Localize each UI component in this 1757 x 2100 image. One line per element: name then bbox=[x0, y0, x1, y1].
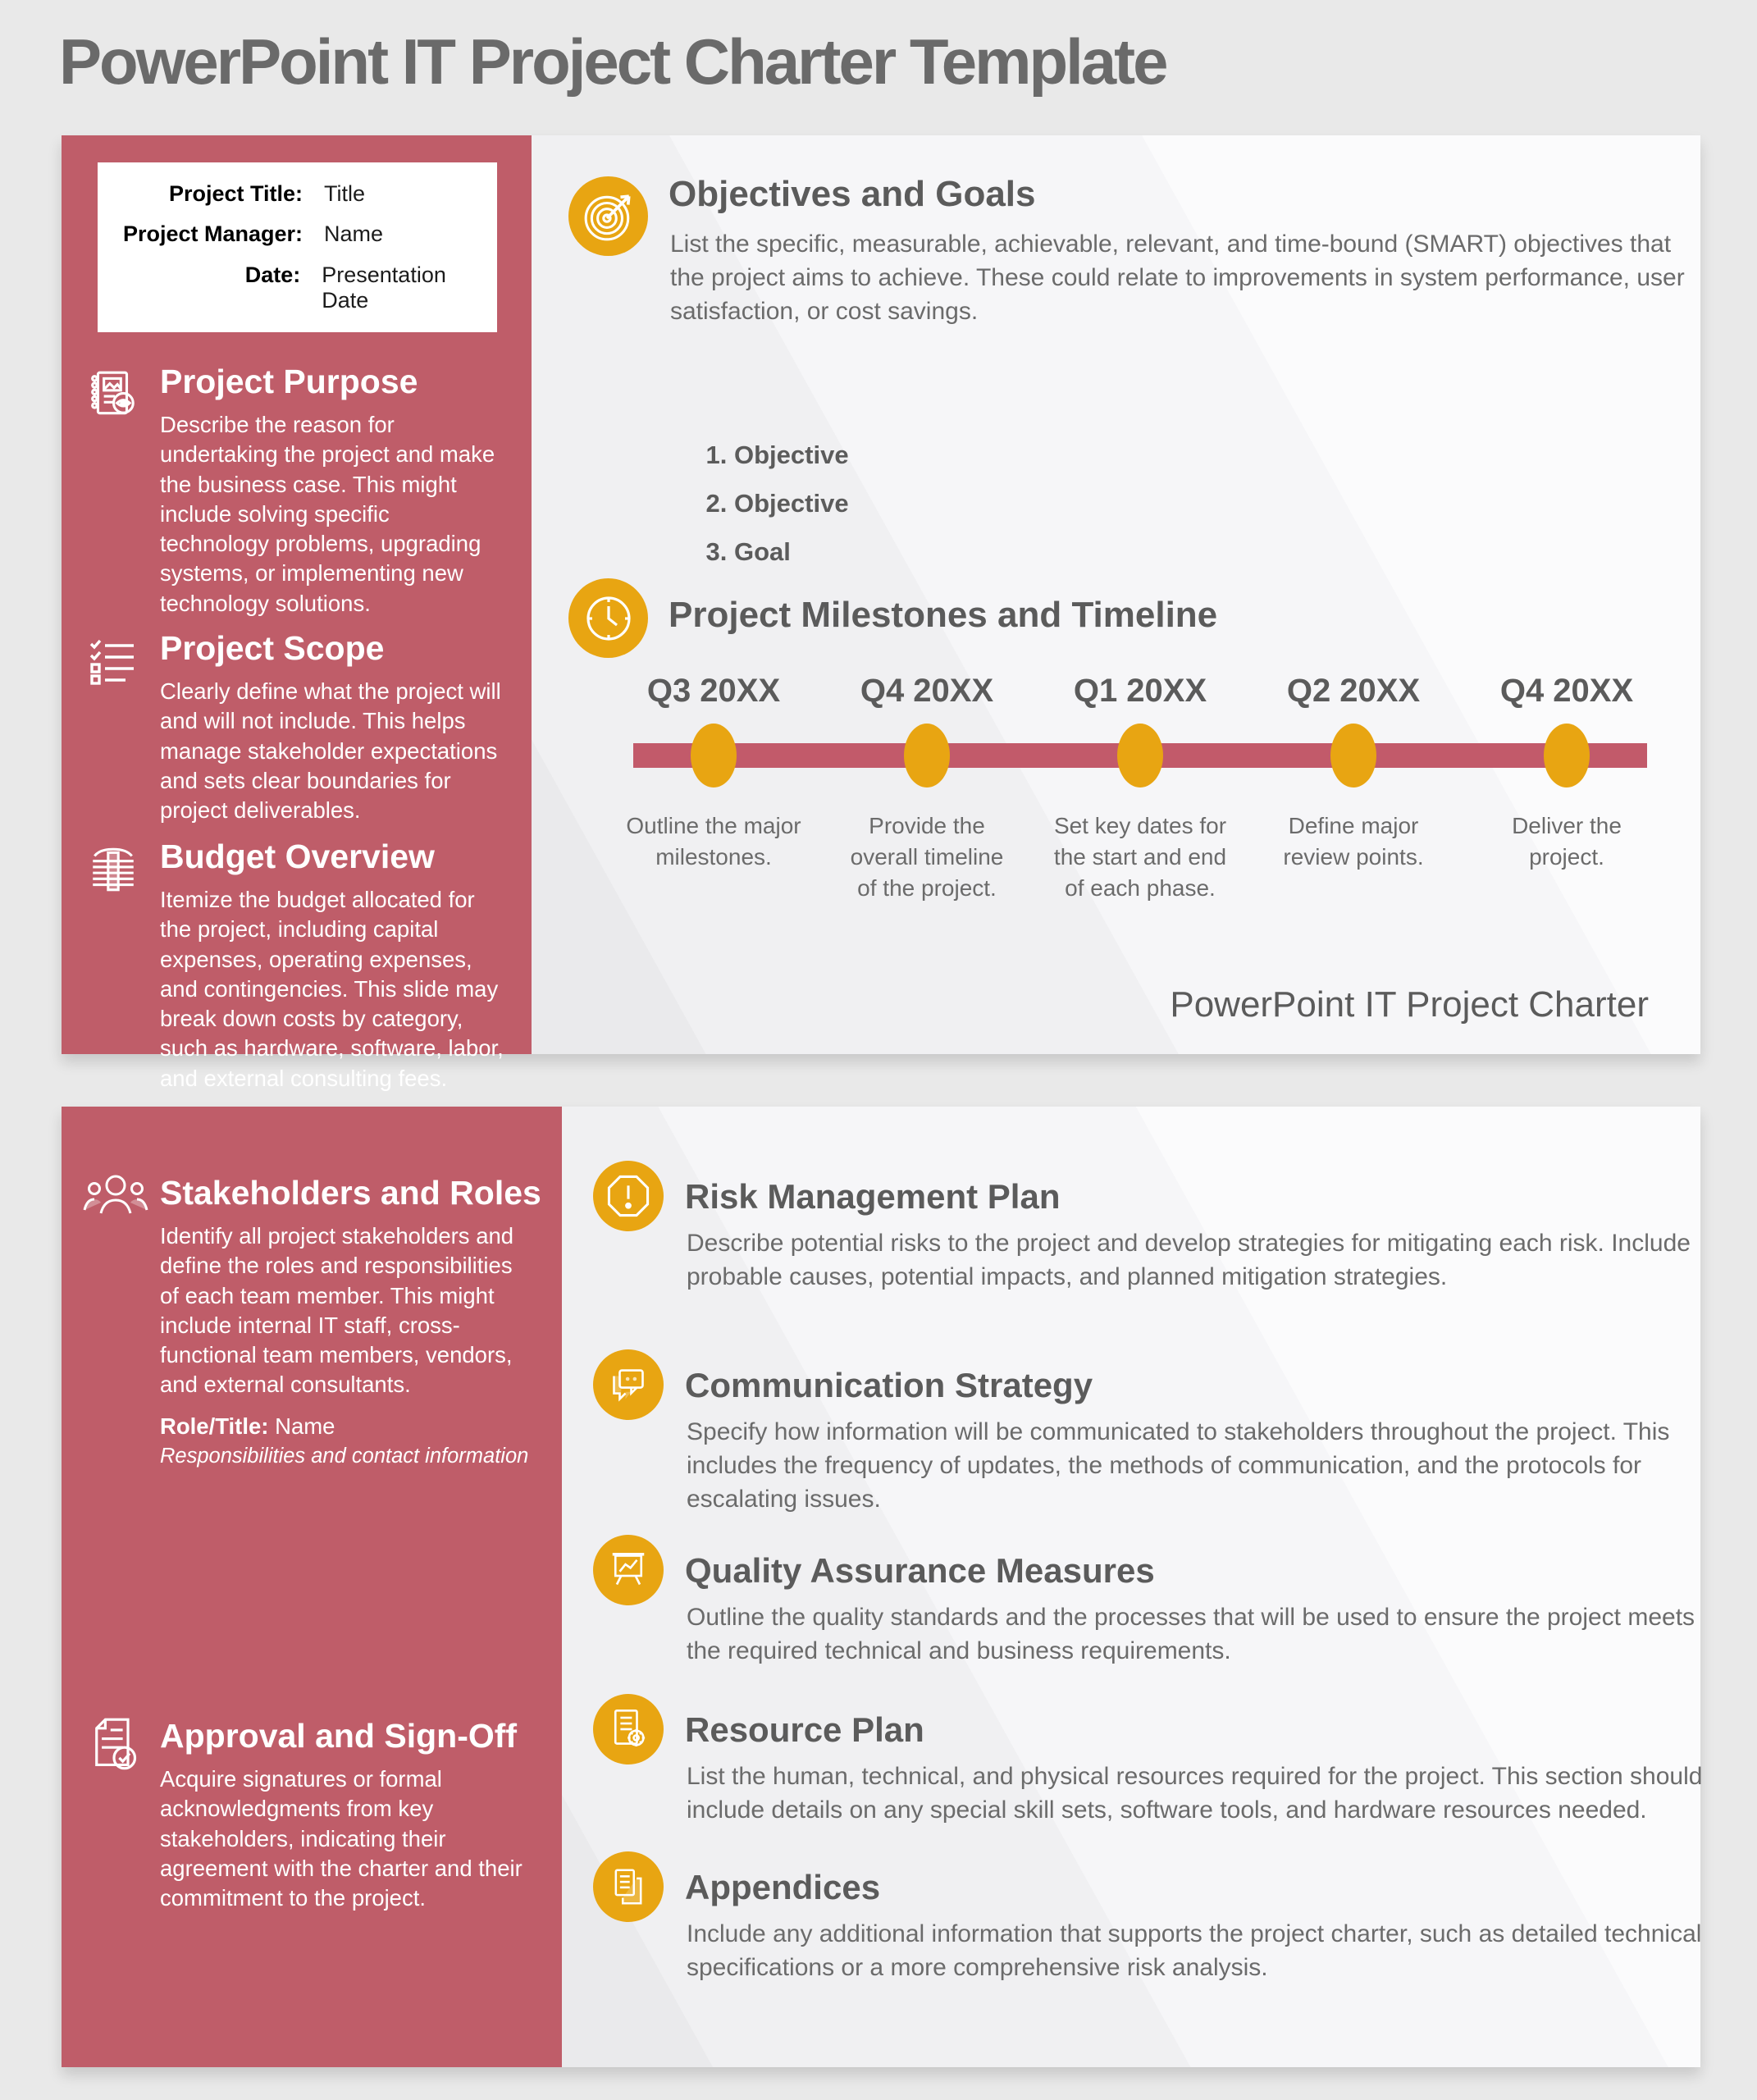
milestones-title: Project Milestones and Timeline bbox=[669, 595, 1218, 635]
timeline-milestone-dot bbox=[691, 724, 737, 788]
project-title-value: Title bbox=[324, 181, 366, 207]
project-purpose-body: Describe the reason for undertaking the project and make the business case. This might include solving specific technology problems, upgrading systems, or implementing new technology solutions. bbox=[160, 412, 495, 616]
stakeholders-body bbox=[160, 1221, 531, 1470]
quality-title: Quality Assurance Measures bbox=[685, 1551, 1155, 1590]
timeline-desc: Deliver the project. bbox=[1512, 813, 1622, 870]
stakeholders-title: Stakeholders and Roles bbox=[160, 1174, 541, 1212]
date-value: Presentation Date bbox=[322, 262, 446, 313]
project-info-box bbox=[98, 162, 497, 332]
timeline-label: Q1 20XX bbox=[1073, 673, 1207, 709]
timeline-desc: Define major review points. bbox=[1283, 813, 1424, 870]
timeline-label: Q2 20XX bbox=[1286, 673, 1421, 709]
project-purpose-title: Project Purpose bbox=[160, 363, 418, 400]
project-title-label: Project Title: bbox=[168, 181, 303, 207]
project-scope-body: Clearly define what the project will and will not include. This helps manage stakeholder expectations and sets clear boundaries for project deliverables. bbox=[160, 678, 501, 824]
document-check-icon bbox=[86, 1715, 142, 1774]
card1-sidebar bbox=[62, 135, 532, 1091]
communication-title: Communication Strategy bbox=[685, 1366, 1093, 1404]
speech-bubbles-icon bbox=[593, 1349, 664, 1420]
timeline-desc: Outline the major milestones. bbox=[626, 813, 801, 870]
goal-item: 3. Goal bbox=[734, 537, 849, 567]
project-manager-row bbox=[98, 221, 497, 247]
notebook-eye-icon bbox=[86, 368, 140, 422]
timeline-descriptions bbox=[607, 810, 1673, 904]
role-title-line bbox=[160, 1412, 531, 1441]
money-stack-icon bbox=[86, 842, 140, 897]
milestones-timeline bbox=[607, 673, 1673, 943]
objectives-title: Objectives and Goals bbox=[669, 174, 1036, 214]
timeline-labels bbox=[607, 673, 1673, 710]
timeline-milestone-dot bbox=[1544, 724, 1590, 788]
timeline-label: Q3 20XX bbox=[646, 673, 781, 709]
people-icon bbox=[81, 1167, 150, 1226]
objectives-body: List the specific, measurable, achievable, relevant, and time-bound (SMART) objectives that the project aims to achieve. These could relate to improvements in system performance, user satisfaction, or cost savings. bbox=[670, 231, 1685, 326]
timeline-desc: Set key dates for the start and end of each phase. bbox=[1053, 813, 1227, 902]
checklist-icon bbox=[86, 637, 139, 690]
approval-title: Approval and Sign-Off bbox=[160, 1717, 518, 1755]
stacked-documents-icon bbox=[593, 1851, 664, 1922]
appendices-title: Appendices bbox=[685, 1868, 881, 1906]
role-note: Responsibilities and contact information bbox=[160, 1445, 529, 1468]
target-icon bbox=[568, 176, 648, 256]
risk-body: Describe potential risks to the project and develop strategies for mitigating each risk. Include probable causes, potential impacts, and planned mitigation strategies. bbox=[687, 1230, 1691, 1291]
timeline-milestone-dot bbox=[1117, 724, 1163, 788]
project-scope-title: Project Scope bbox=[160, 629, 385, 667]
charter-card-top bbox=[62, 135, 1700, 1091]
card2-sidebar bbox=[62, 1107, 562, 2067]
role-name: Name bbox=[275, 1413, 335, 1439]
project-title-row bbox=[98, 181, 497, 207]
project-manager-value: Name bbox=[324, 221, 384, 247]
timeline-desc: Provide the overall timeline of the project. bbox=[850, 813, 1004, 902]
timeline-label: Q4 20XX bbox=[1499, 673, 1634, 709]
quality-body: Outline the quality standards and the processes that will be used to ensure the project meets the required technical and business requirements. bbox=[687, 1604, 1695, 1665]
charter-card-bottom bbox=[62, 1107, 1703, 2067]
resource-body: List the human, technical, and physical resources required for the project. This section should include details on any special skill sets, software tools, and hardware resources needed. bbox=[687, 1763, 1703, 1824]
budget-overview-body: Itemize the budget allocated for the project, including capital expenses, operating expenses, and contingencies. This slide may break down costs by category, such as hardware, software, labor, and external consulting fees. bbox=[160, 887, 504, 1091]
appendices-body: Include any additional information that supports the project charter, such as detailed technical specifications or a more comprehensive risk analysis. bbox=[687, 1920, 1702, 1982]
warning-octagon-icon bbox=[593, 1161, 664, 1231]
timeline-label: Q4 20XX bbox=[860, 673, 994, 709]
objective-item: 2. Objective bbox=[734, 489, 849, 518]
resource-title: Resource Plan bbox=[685, 1710, 924, 1749]
date-label: Date: bbox=[244, 262, 301, 287]
timeline-milestone-dot bbox=[904, 724, 950, 788]
approval-body: Acquire signatures or formal acknowledgments from key stakeholders, indicating their agreement with the charter and their commitment to the project. bbox=[160, 1766, 523, 1911]
page-title: PowerPoint IT Project Charter Template bbox=[59, 25, 1166, 98]
objective-item: 1. Objective bbox=[734, 441, 849, 470]
objectives-list bbox=[703, 441, 849, 586]
communication-body: Specify how information will be communicated to stakeholders throughout the project. This includes the frequency of updates, the methods of communication, and the protocols for escalating issues. bbox=[687, 1418, 1670, 1513]
stakeholders-text: Identify all project stakeholders and define the roles and responsibilities of each team member. This might include internal IT staff, cross-functional team members, vendors, and external consultants. bbox=[160, 1223, 514, 1398]
presentation-chart-icon bbox=[593, 1535, 664, 1605]
document-gear-icon bbox=[593, 1694, 664, 1764]
role-title-label: Role/Title: bbox=[160, 1413, 269, 1439]
timeline-milestone-dot bbox=[1330, 724, 1376, 788]
date-row bbox=[98, 262, 497, 313]
budget-overview-title: Budget Overview bbox=[160, 838, 435, 875]
clock-icon bbox=[568, 578, 648, 658]
project-manager-label: Project Manager: bbox=[122, 221, 303, 247]
risk-title: Risk Management Plan bbox=[685, 1177, 1061, 1216]
card-footer-text: PowerPoint IT Project Charter bbox=[1170, 984, 1649, 1025]
